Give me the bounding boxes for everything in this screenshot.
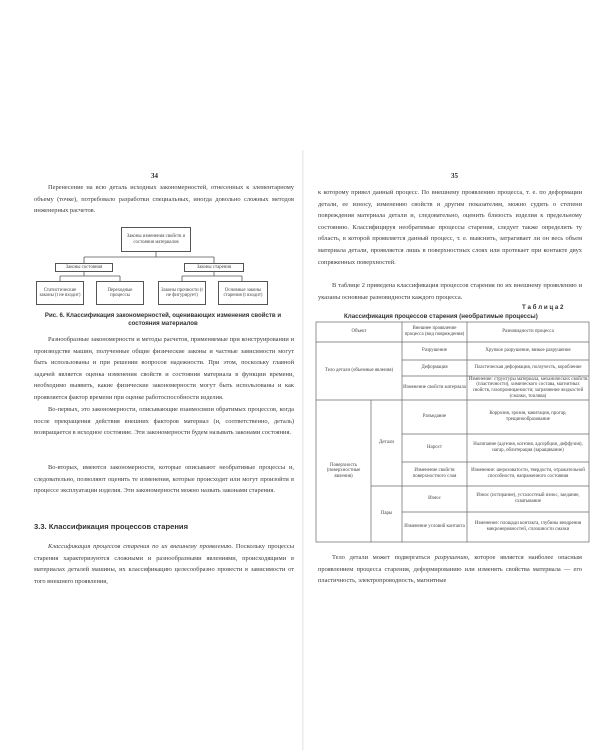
diagram-aging-laws-box: Законы старения <box>184 263 244 272</box>
diagram-box-strength: Законы прочности (t не фигурирует) <box>158 281 206 305</box>
paragraph-italic-term: разрушению, <box>434 554 470 561</box>
table-sub-detail: Детали <box>378 440 395 446</box>
section-heading: 3.3. Классификация процессов старения <box>34 522 189 531</box>
table-row-kinds: Изменение: шероховатости, твердости, отражательной способности, напряженного состояния <box>471 468 585 479</box>
section-text: Поскольку процессы старения характеризуются сложными и разнообразными явлениями, происходящими в материалах деталей машины, их классификацию целесообразно провести в зависимости от того внешнего проявления, <box>34 543 294 585</box>
paragraph-start: Тело детали может подвергаться <box>332 554 430 561</box>
paragraph-methods: Разнообразные закономерности и методы расчетов, применяемые при конструировании и производстве машин, полученные общие физические законы и частные зависимости могут быть использованы и при решении вопросов надежности. При этом, поскольку главной задачей является оценка изменения свойств и состояния материала в функции времени, необходимо выявить, какие физические закономерности могут быть использованы и как проявляется фактор времени при оценке работоспособности изделия. <box>34 336 294 401</box>
diagram-box-aging: Основные законы старения (t входит) <box>218 281 268 305</box>
section-lead: Классификация процессов старения по их внешнему проявлению. <box>48 543 234 550</box>
diagram-state-laws-box: Законы состояния <box>55 263 113 272</box>
paragraph-table-intro: В таблице 2 приведена классификация процессов старения по их внешнему проявлению и указаны основные разновидности каждого процесса. <box>318 282 582 301</box>
right-page <box>304 0 600 750</box>
table-row-manifest: Деформация <box>421 365 448 371</box>
table-row-manifest: Разъедание <box>422 414 447 420</box>
diagram-box-statistical: Статистические законы (t не входит) <box>36 281 84 305</box>
table-label: Т а б л и ц а 2 <box>522 304 564 311</box>
diagram-box-transient: Переходные процессы <box>96 281 144 305</box>
table-row-kinds: Изменение: площади контакта, глубины внедрения микронеровностей, сплошности смазки <box>474 521 582 532</box>
table-row-kinds: Изменение: структуры материала, механических свойств (пластичности), химического состава, магнитных свойств, газопроницаемости; загрязнение жидкостей (смазки, топлива) <box>468 376 588 399</box>
table-row-manifest: Износ <box>428 496 441 502</box>
table-header-kinds: Разновидности процесса <box>502 329 554 335</box>
table-object-surface: Поверхность (поверхностные явления) <box>326 462 361 479</box>
table-header-manifest: Внешнее проявление процесса (вид повреждения) <box>404 326 465 337</box>
section-paragraph <box>34 541 294 587</box>
table-row-manifest: Изменение свойств поверхностного слоя <box>412 468 457 479</box>
table-row-kinds: Износ (истирание), усталостный износ, заедание, схватывание <box>476 493 580 504</box>
page-number: 34 <box>151 172 158 180</box>
table-row-manifest: Изменение свойств материала <box>403 385 466 391</box>
paragraph-aging-process: к которому привел данный процесс. По внешнему проявлению процесса, т. е. по деформации детали, ее износу, изменению свойств и другим показателям, можно судить о степени повреждения материала детали и, следовательно, оценить близость изделия к предельному состоянию. Классифицируя необратимые процессы старения, следует также определить ту область, в которой проявляется данный процесс, т. е. выяснить, затрагивает ли он весь объем материала детали, проявляется лишь в поверхностных слоях или протекает при контакте двух сопряженных поверхностей. <box>318 189 582 266</box>
table-row-kinds: Пластическая деформация, ползучесть, коробление <box>474 365 582 371</box>
table-row-kinds: Хрупкое разрушение, вязкое разрушение <box>485 348 571 354</box>
table-sub-pairs: Пары <box>380 511 393 517</box>
table-row-manifest: Изменение условий контакта <box>404 524 465 530</box>
table-row-manifest: Разрушение <box>422 348 447 354</box>
intro-paragraph: Перенесение на всю деталь исходных закономерностей, отнесенных к элементарному объему (точке), потребовало разработки специальных, иногда довольно сложных методов инженерных расчетов. <box>34 184 294 215</box>
table-header-object: Объект <box>351 329 367 335</box>
table-row-manifest: Нарост <box>426 445 443 451</box>
paragraph-aging-laws: Во-вторых, имеются закономерности, которые описывают необратимые процессы и, следовательно, позволяют оценить те изменения, которые происходят или могут произойти в процессе эксплуатации изделия. Эти закономерности можно назвать законами старения. <box>34 464 294 495</box>
table-row-kinds: Налипание (адгезия, когезия, адсорбция, диффузия), нагар, облитерация (заращивание) <box>473 442 583 453</box>
paragraph-rest: которое является наиболее опасным проявлением процесса старения, деформированию или изменять свойства материала — его пластичность, электропроводность, магнитные <box>318 554 582 585</box>
table-title: Классификация процессов старения (необратимые процессы) <box>344 313 538 320</box>
table-object-body: Тело детали (объемные явления) <box>324 368 394 374</box>
diagram-root-box: Законы изменения свойств и состояния материалов <box>121 227 191 252</box>
table-row-kinds: Коррозия, эрозия, кавитация, прогар, трещинообразование <box>489 411 567 422</box>
figure-caption: Рис. 6. Классификация закономерностей, оценивающих изменения свойств и состояния материалов <box>44 312 282 327</box>
page-number: 35 <box>451 172 458 180</box>
paragraph-state-laws: Во-первых, это закономерности, описывающие взаимосвязи обратимых процессов, когда после прекращения действия внешних факторов материал (и, соответственно, деталь) возвращается в исходное состояние. Эти закономерности будем называть законами состояния. <box>34 406 294 437</box>
paragraph-body-aging <box>318 552 582 587</box>
